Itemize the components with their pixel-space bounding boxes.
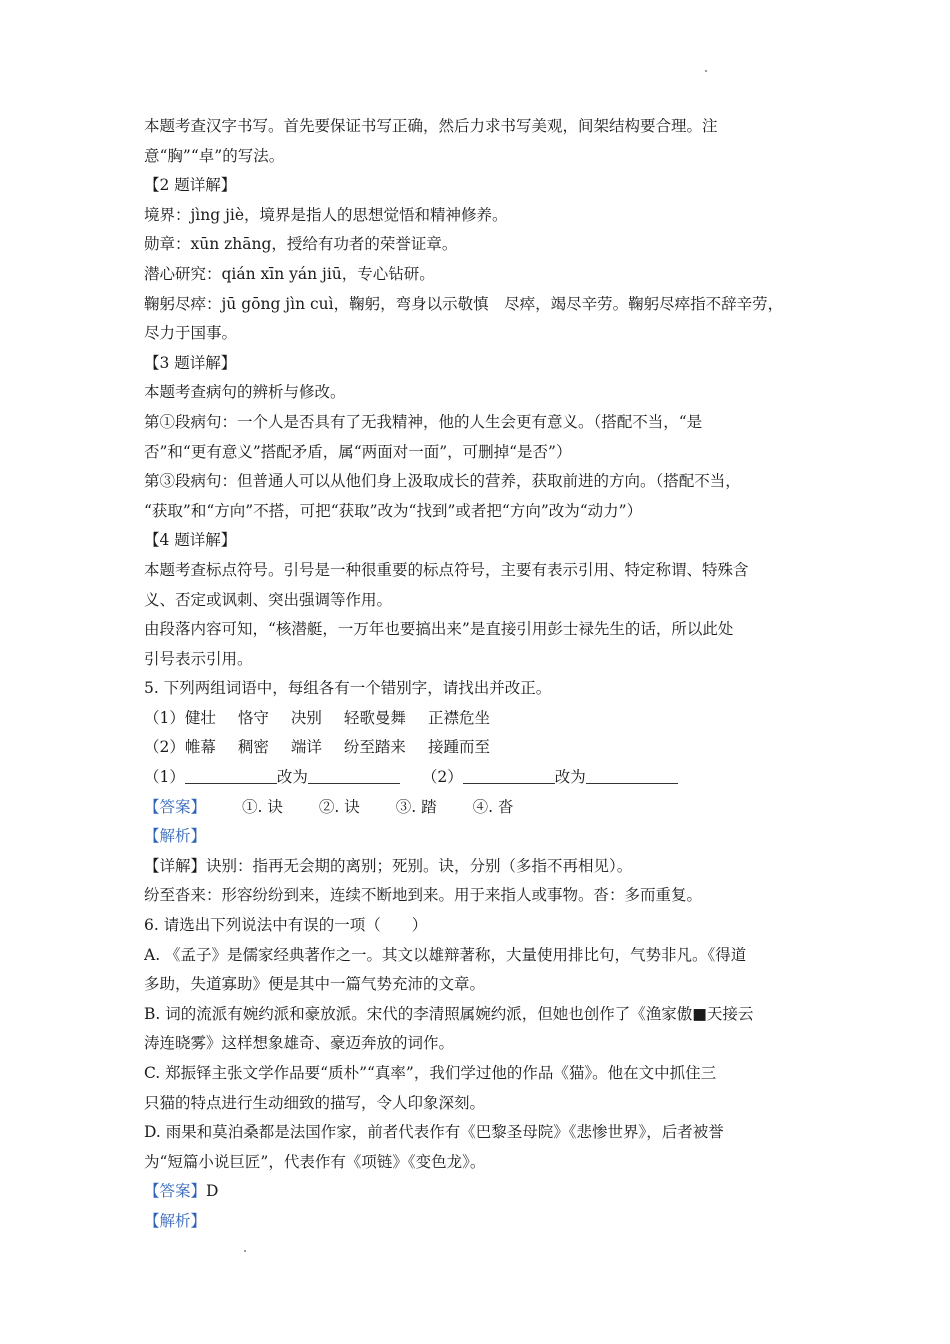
corner-mark-top — [705, 70, 707, 72]
text-line: 本题考查汉字书写。首先要保证书写正确，然后力求书写美观，间架结构要合理。注 — [144, 117, 718, 135]
word: 接踵而至 — [427, 738, 490, 757]
q6-analysis-tag: 【解析】 — [144, 1211, 207, 1230]
question-5-stem: 5. 下列两组词语中，每组各有一个错别字，请找出并改正。 — [144, 679, 552, 698]
text-line: 鞠躬尽瘁：jū gōng jìn cuì，鞠躬，弯身以示敬慎 尽瘁，竭尽辛劳。鞠躬尽瘁指不辞辛劳， — [144, 294, 784, 313]
answer-item: ②. 诀 — [318, 797, 360, 816]
detail-tag: 【详解】 — [144, 856, 207, 875]
q6-option-d-cont: 为“短篇小说巨匠”，代表作有《项链》《变色龙》。 — [144, 1152, 486, 1171]
text-line: 引号表示引用。 — [144, 649, 253, 668]
section-heading: 【3 题详解】 — [144, 353, 237, 372]
text-line: 纷至沓来：形容纷纷到来，连续不断地到来。用于来指人或事物。沓：多而重复。 — [144, 886, 703, 905]
word: 纷至踏来 — [343, 738, 406, 757]
q5-detail — [144, 852, 812, 882]
word: 端详 — [290, 738, 322, 757]
question-6-stem: 6. 请选出下列说法中有误的一项（ ） — [144, 916, 428, 935]
word: 稠密 — [237, 738, 269, 757]
text-line: 由段落内容可知，“核潜艇，一万年也要搞出来”是直接引用彭士禄先生的话，所以此处 — [144, 620, 734, 639]
q5-word-group-2 — [144, 733, 812, 763]
answer-item: ④. 沓 — [472, 797, 514, 816]
group-prefix: （2） — [144, 738, 185, 757]
corner-mark-bottom — [244, 1250, 246, 1252]
blank-mid: 改为 — [276, 768, 308, 787]
text-line: 否”和“更有意义”搭配矛盾，属“两面对一面”，可删掉“是否”） — [144, 442, 572, 461]
q5-answer — [144, 793, 812, 823]
q6-option-b-cont: 涛连晓雾》这样想象雄奇、豪迈奔放的词作。 — [144, 1034, 455, 1053]
section-heading: 【2 题详解】 — [144, 176, 237, 195]
q5-analysis-tag: 【解析】 — [144, 827, 207, 846]
text-line: 潜心研究：qián xīn yán jiū，专心钻研。 — [144, 264, 435, 283]
text-line: 境界：jìng jiè，境界是指人的思想觉悟和精神修养。 — [144, 205, 508, 224]
document-page — [144, 112, 812, 1237]
text-line: 义、否定或讽刺、突出强调等作用。 — [144, 590, 393, 609]
text-line: 尽力于国事。 — [144, 324, 238, 343]
q6-option-d: D. 雨果和莫泊桑都是法国作家，前者代表作有《巴黎圣母院》《悲惨世界》，后者被誉 — [144, 1123, 724, 1142]
word: 帷幕 — [184, 738, 216, 757]
q6-option-c-cont: 只猫的特点进行生动细致的描写，令人印象深刻。 — [144, 1093, 486, 1112]
detail-text: 诀别：指再无会期的离别；死别。诀，分别（多指不再相见）。 — [206, 856, 633, 875]
text-line: 本题考查标点符号。引号是一种很重要的标点符号，主要有表示引用、特定称谓、特殊含 — [144, 560, 749, 579]
text-line: 勋章：xūn zhāng，授给有功者的荣誉证章。 — [144, 235, 458, 254]
q6-answer — [144, 1177, 812, 1207]
q6-option-a-cont: 多助，失道寡助》便是其中一篇气势充沛的文章。 — [144, 975, 486, 994]
group-prefix: （1） — [144, 708, 185, 727]
answer-blank[interactable] — [185, 765, 277, 784]
answer-blank[interactable] — [308, 765, 400, 784]
blank-label-2: （2） — [421, 768, 463, 787]
blank-mid: 改为 — [554, 768, 586, 787]
text-line: “获取”和“方向”不搭，可把“获取”改为“找到”或者把“方向”改为“动力”） — [144, 501, 643, 520]
q6-option-c: C. 郑振铎主张文学作品要“质朴”“真率”，我们学过他的作品《猫》。他在文中抓住三 — [144, 1064, 717, 1082]
section-heading: 【4 题详解】 — [144, 531, 237, 550]
text-line: 第③段病句：但普通人可以从他们身上汲取成长的营养，获取前进的方向。（搭配不当， — [144, 472, 741, 491]
answer-blank[interactable] — [463, 765, 555, 784]
blank-label-1: （1） — [144, 768, 185, 787]
answer-tag: 【答案】 — [144, 797, 207, 816]
word: 决别 — [290, 708, 322, 727]
q6-option-b: B. 词的流派有婉约派和豪放派。宋代的李清照属婉约派，但她也创作了《渔家傲■天接云 — [144, 1004, 754, 1023]
word: 恪守 — [237, 708, 269, 727]
answer-value: D — [206, 1182, 219, 1201]
q5-answer-blanks — [144, 763, 812, 793]
answer-tag: 【答案】 — [144, 1182, 207, 1201]
word: 健壮 — [184, 708, 216, 727]
answer-blank[interactable] — [586, 765, 678, 784]
q5-word-group-1 — [144, 704, 812, 734]
answer-item: ①. 诀 — [242, 797, 283, 816]
word: 轻歌曼舞 — [343, 708, 406, 727]
word: 正襟危坐 — [427, 708, 490, 727]
text-line: 意“胸”“卓”的写法。 — [144, 146, 285, 165]
text-line: 本题考查病句的辨析与修改。 — [144, 383, 346, 402]
text-line: 第①段病句：一个人是否具有了无我精神，他的人生会更有意义。（搭配不当，“是 — [144, 412, 703, 431]
q6-option-a: A. 《孟子》是儒家经典著作之一。其文以雄辩著称，大量使用排比句，气势非凡。《得道 — [144, 945, 747, 964]
answer-item: ③. 踏 — [395, 797, 437, 816]
